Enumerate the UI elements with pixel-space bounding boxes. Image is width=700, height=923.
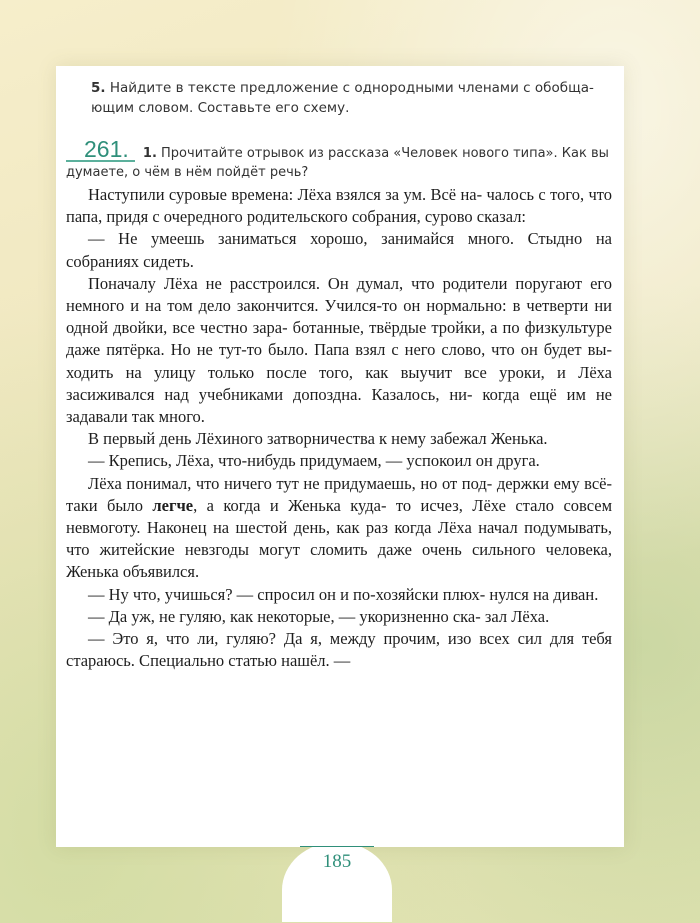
exercise-number: [66, 138, 135, 162]
story-paragraph-5: — Крепись, Лёха, что-нибудь придумаем, — успокоил он друга.: [88, 451, 540, 471]
story-paragraph-4: В первый день Лёхиного затворничества к нему забежал Женька.: [88, 429, 548, 449]
story-text: [66, 184, 612, 672]
story-paragraph-1: Наступили суровые времена: Лёха взялся за ум. Всё на- чалось с того, что папа, придя с очередного родительского собрания, сурово сказал:: [66, 185, 612, 227]
page-number-rule: [300, 846, 374, 847]
exercise-261-header: [66, 138, 611, 182]
story-paragraph-6-end: , а когда и Женька куда- то исчез, Лёхе стало совсем невмоготу. Наконец на шестой день, как раз когда Лёха начал подумывать, что житейские невзгоды могут сломить даже очень сильного человека, Женька объявился.: [66, 495, 613, 582]
story-paragraph-9: — Это я, что ли, гуляю? Да я, между прочим, изо всех сил для тебя стараюсь. Специально статью нашёл. —: [66, 629, 612, 671]
task-5-number: 5.: [91, 80, 106, 96]
story-paragraph-2: — Не умеешь заниматься хорошо, занимайся много. Стыдно на собраниях сидеть.: [66, 229, 612, 271]
exercise-number-dot: .: [122, 136, 129, 162]
exercise-number-value: 261: [84, 136, 123, 162]
page-number: 185: [322, 851, 352, 872]
task-5-text: Найдите в тексте предложение с однородными членами с обобща- ющим словом. Составьте его схему.: [91, 80, 594, 116]
story-paragraph-6-start: Лёха понимал, что ничего тут не придумаешь, но от под- держки ему всё-таки было: [66, 473, 612, 515]
story-paragraph-7: — Ну что, учишься? — спросил он и по-хозяйски плюх- нулся на диван.: [88, 584, 599, 604]
story-paragraph-3: Поначалу Лёха не расстроился. Он думал, что родители поругают его немного и на том дело закончится. Учился-то он нормально: в четверти ни одной двойки, все честно зара- ботанные, твёрдые тройки, а по физкультуре даже пятёрка. Но не тут-то было. Папа взял с него слово, что он будет вы- ходить на улицу только после того, как выучит все уроки, и Лёха засиживался над учебниками допоздна. Казалось, ни- когда ещё им не задавали так много.: [66, 273, 612, 427]
exercise-sub-number: 1.: [142, 146, 157, 161]
page-number-badge: [282, 842, 392, 922]
task-5: [91, 78, 611, 118]
exercise-instruction: Прочитайте отрывок из рассказа «Человек нового типа». Как вы думаете, о чём в нём пойдёт речь?: [66, 146, 609, 180]
textbook-page: [56, 66, 624, 847]
story-emphasized-word: легче: [152, 495, 194, 515]
story-paragraph-8: — Да уж, не гуляю, как некоторые, — укоризненно ска- зал Лёха.: [88, 606, 550, 626]
story-paragraph-6: [66, 473, 612, 584]
